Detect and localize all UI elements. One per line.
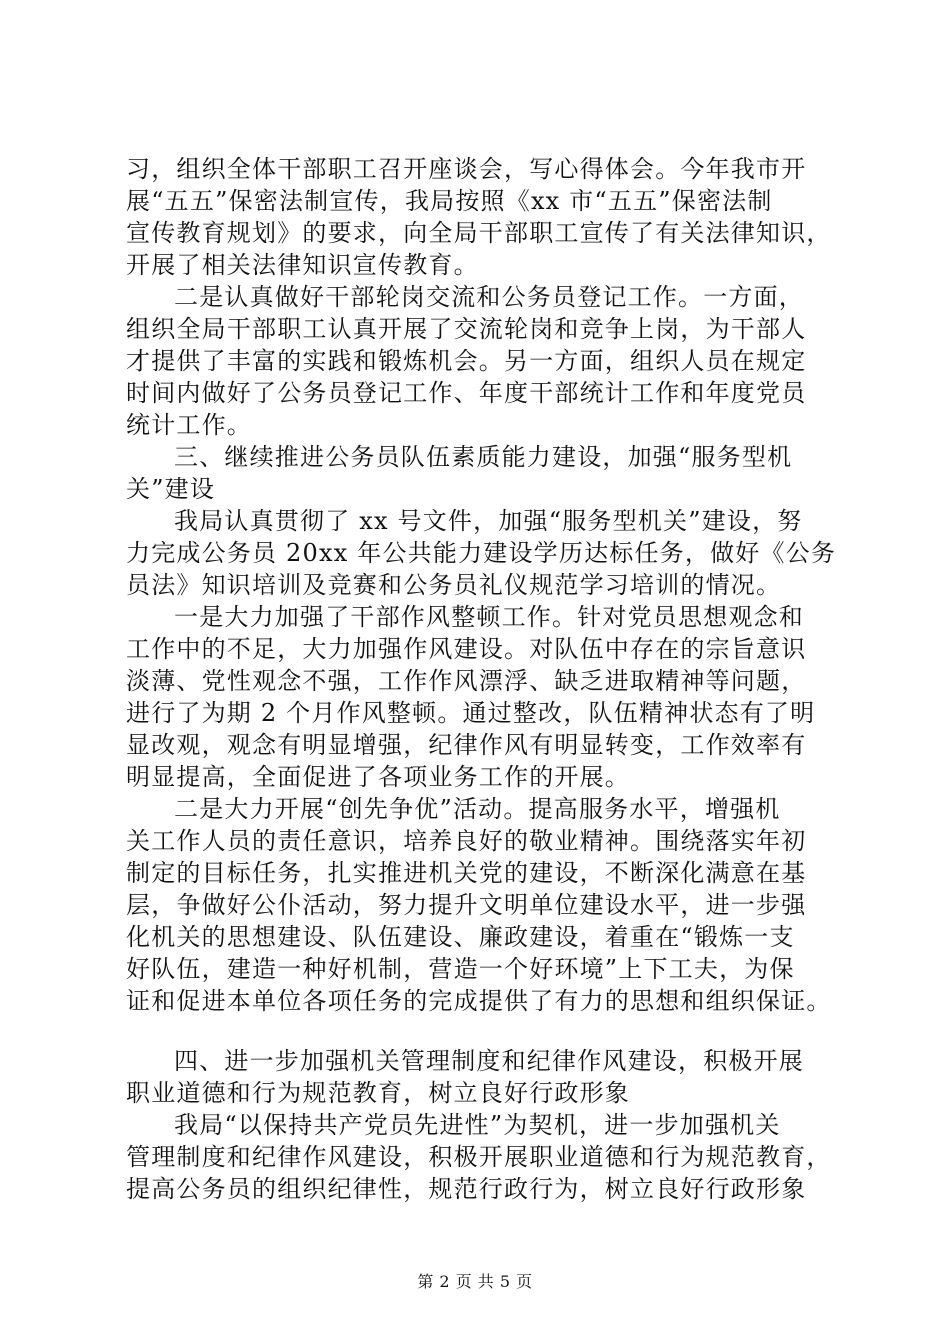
text-line: 时间内做好了公务员登记工作、年度干部统计工作和年度党员 (126, 379, 807, 407)
text-line: 好队伍，建造一种好机制，营造一个好环境”上下工夫，为保 (126, 955, 795, 983)
text-line: 证和促进本单位各项任务的完成提供了有力的思想和组织保证。 (126, 987, 832, 1015)
text-line: 制定的目标任务，扎实推进机关党的建设，不断深化满意在基 (126, 859, 807, 887)
text-line: 才提供了丰富的实践和锻炼机会。另一方面，组织人员在规定 (126, 347, 807, 375)
text-line: 员法》知识培训及竞赛和公务员礼仪规范学习培训的情况。 (126, 571, 782, 599)
paragraph-start: 二是大力开展“创先争优”活动。提高服务水平，增强机 (174, 795, 781, 823)
text-line: 关工作人员的责任意识，培养良好的敬业精神。围绕落实年初 (126, 827, 807, 855)
section-heading-3-cont: 关”建设 (126, 475, 216, 503)
text-line: 习，组织全体干部职工召开座谈会，写心得体会。今年我市开 (126, 155, 807, 183)
text-line: 组织全局干部职工认真开展了交流轮岗和竞争上岗，为干部人 (126, 315, 807, 343)
paragraph-start: 二是认真做好干部轮岗交流和公务员登记工作。一方面， (174, 283, 804, 311)
text-line: 力完成公务员 20xx 年公共能力建设学历达标任务，做好《公务 (126, 539, 837, 567)
text-line: 提高公务员的组织纪律性，规范行政行为，树立良好行政形象 (126, 1175, 807, 1203)
paragraph-start: 一是大力加强了干部作风整顿工作。针对党员思想观念和 (174, 603, 804, 631)
text-line: 开展了相关法律知识宣传教育。 (126, 251, 479, 279)
text-line: 工作中的不足，大力加强作风建设。对队伍中存在的宗旨意识 (126, 635, 807, 663)
text-line: 层，争做好公仆活动，努力提升文明单位建设水平，进一步强 (126, 891, 807, 919)
paragraph-gap (126, 1017, 846, 1045)
text-line: 管理制度和纪律作风建设，积极开展职业道德和行为规范教育， (126, 1143, 832, 1171)
section-heading-4-cont: 职业道德和行为规范教育，树立良好行政形象 (126, 1079, 630, 1107)
text-line: 展“五五”保密法制宣传，我局按照《xx 市“五五”保密法制 (126, 187, 773, 215)
paragraph-start: 我局认真贯彻了 xx 号文件，加强“服务型机关”建设，努 (174, 507, 803, 535)
text-line: 宣传教育规划》的要求，向全局干部职工宣传了有关法律知识， (126, 219, 832, 247)
text-line: 进行了为期 2 个月作风整顿。通过整改，队伍精神状态有了明 (126, 699, 816, 727)
paragraph-start: 我局“以保持共产党员先进性”为契机，进一步加强机关 (174, 1111, 781, 1139)
text-line: 显改观，观念有明显增强，纪律作风有明显转变，工作效率有 (126, 731, 807, 759)
text-line: 统计工作。 (126, 411, 252, 439)
document-body (126, 153, 846, 1205)
text-line: 淡薄、党性观念不强，工作作风漂浮、缺乏进取精神等问题， (126, 667, 807, 695)
section-heading-3: 三、继续推进公务员队伍素质能力建设，加强“服务型机 (174, 443, 793, 471)
text-line: 明显提高，全面促进了各项业务工作的开展。 (126, 763, 630, 791)
text-line: 化机关的思想建设、队伍建设、廉政建设，着重在“锻炼一支 (126, 923, 795, 951)
section-heading-4: 四、进一步加强机关管理制度和纪律作风建设，积极开展 (174, 1047, 804, 1075)
page-number-footer: 第 2 页 共 5 页 (417, 1272, 533, 1291)
